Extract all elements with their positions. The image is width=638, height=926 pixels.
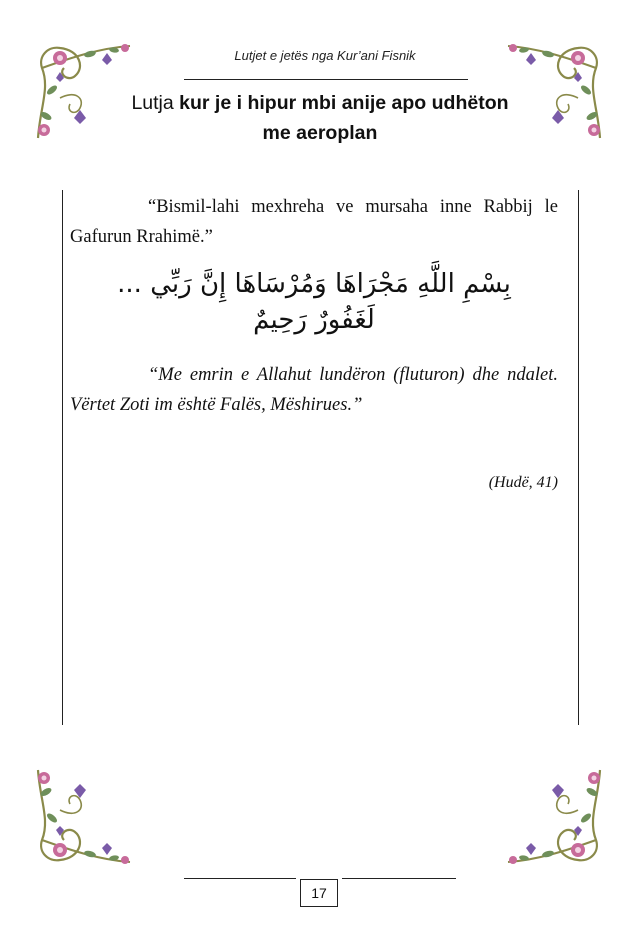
transliteration-paragraph: “Bismil-lahi mexhreha ve mursaha inne Rabbij le Gafurun Rrahimë.” xyxy=(70,197,558,247)
heading-bold-line2: me aeroplan xyxy=(262,122,378,144)
arabic-verse-line1: بِسْمِ اللَّهِ مَجْرَاهَا وَمُرْسَاهَا إِنَّ رَبِّي ... xyxy=(117,269,511,299)
footer-rule-left xyxy=(184,878,296,879)
arabic-verse-line2: لَغَفُورٌ رَحِيمٌ xyxy=(253,305,375,335)
heading-word: Lutja xyxy=(131,92,174,114)
verse-reference: (Hudë, 41) xyxy=(488,474,558,491)
running-header: Lutjet e jetës nga Kur’ani Fisnik xyxy=(234,48,416,63)
section-heading xyxy=(80,88,560,148)
page-number: 17 xyxy=(300,879,338,907)
corner-ornament-bottom-left xyxy=(30,760,140,870)
left-border-rule xyxy=(62,190,63,725)
heading-bold-line1: kur je i hipur mbi anije apo udhëton xyxy=(179,92,509,114)
footer-rule-right xyxy=(342,878,456,879)
translation-paragraph: “Me emrin e Allahut lundëron (fluturon) dhe ndalet. Vërtet Zoti im është Falës, Mëshirues.” xyxy=(70,365,558,415)
corner-ornament-bottom-right xyxy=(498,760,608,870)
header-rule xyxy=(184,79,468,80)
right-border-rule xyxy=(578,190,579,725)
